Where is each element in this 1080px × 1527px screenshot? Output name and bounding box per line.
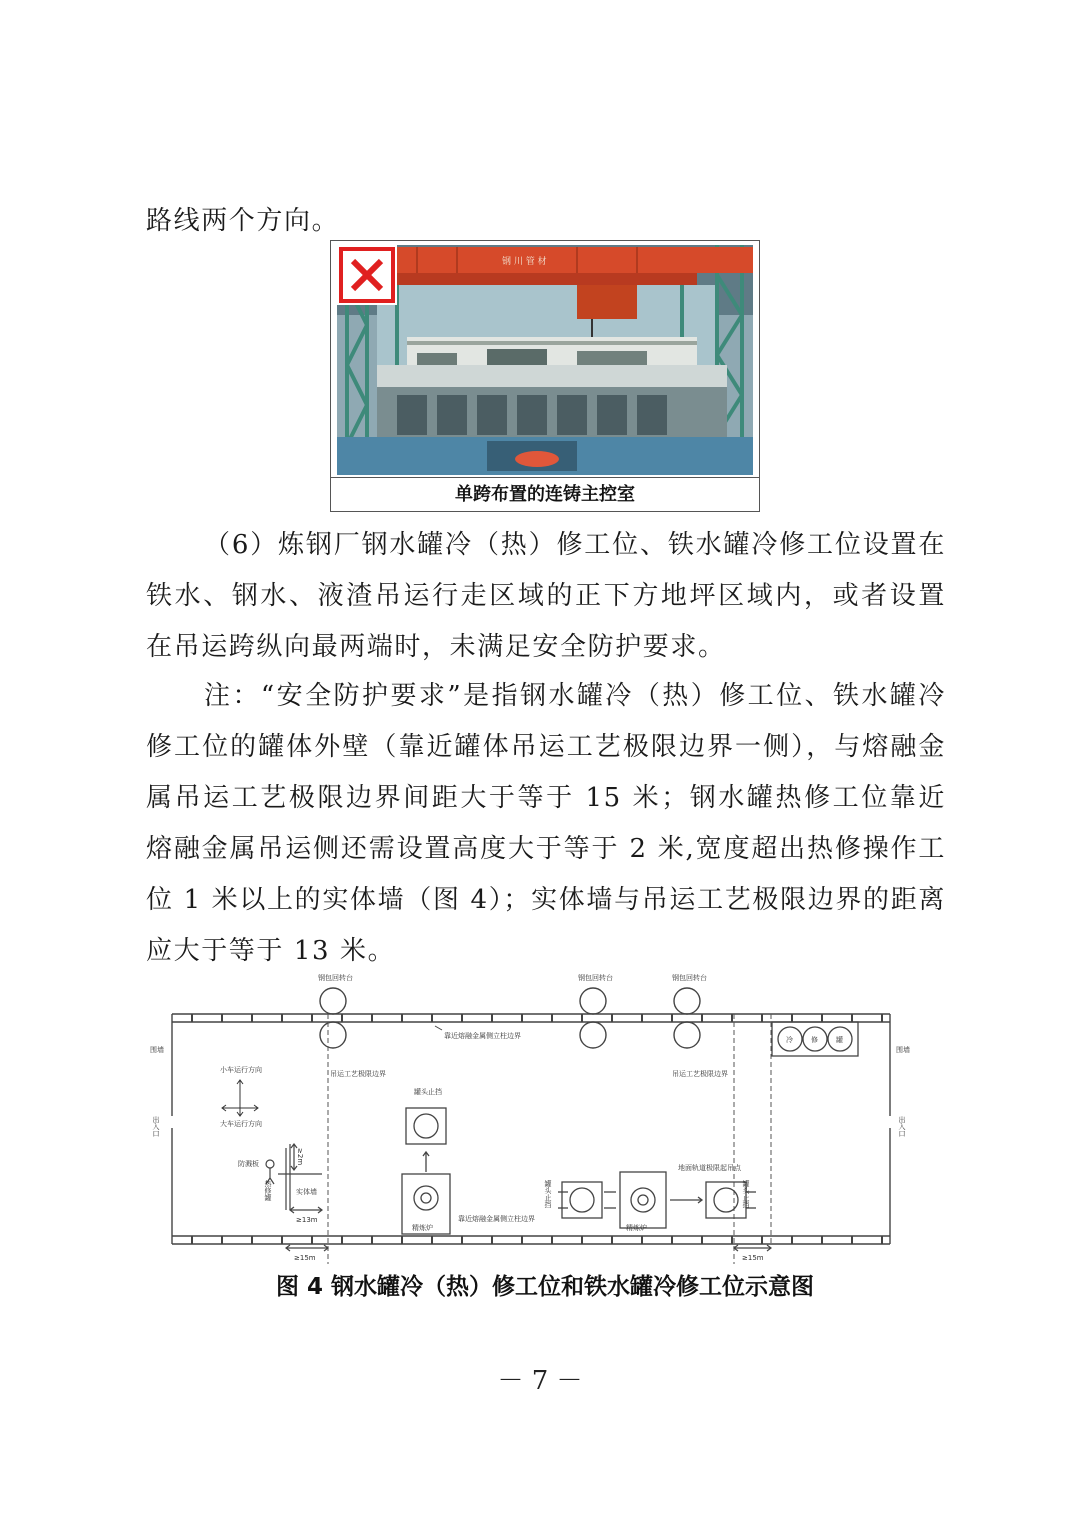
tank-stop-left-label: 罐头止挡 [544,1180,552,1208]
dist-13m-label: ≥13m [296,1216,318,1224]
ladle-turret-label-1: 钢包回转台 [318,974,353,982]
ladle-turret-label-2: 钢包回转台 [578,974,613,982]
height-2m-label: ≥2m [296,1148,304,1166]
page-number: － 7 － [497,1366,583,1396]
direction-arrows-icon [222,1080,258,1116]
dist-15m-left-label: ≥15m [294,1254,316,1262]
photo-figure [330,240,760,512]
paragraph-note: 注：“安全防护要求”是指钢水罐冷（热）修工位、铁水罐冷修工位的罐体外壁（靠近罐体吊运工艺极限边界一侧），与熔融金属吊运工艺极限边界间距大于等于 15 米；钢水罐热修工位靠近熔融金属吊运侧还需设置高度大于等于 2 米,宽度超出热修操作工位 1 米以上的实体墙（图 4）；实体墙与吊运工艺极限边界的距离应大于等于 13 米。 [146,681,946,966]
wall-right-label: 围墙 [896,1046,910,1054]
exit-right-label: 出入口 [898,1116,906,1137]
limit-right-label: 吊运工艺极限边界 [672,1070,728,1078]
paragraph-6: （6）炼钢厂钢水罐冷（热）修工位、铁水罐冷修工位设置在铁水、钢水、液渣吊运行走区域的正下方地坪区域内，或者设置在吊运跨纵向最两端时，未满足安全防护要求。 [146,530,946,662]
cold-repair-label-2: 修 [811,1036,818,1044]
exit-left-label: 出入口 [152,1116,160,1137]
wall-left-label: 围墙 [150,1046,164,1054]
repair-station-diagram [150,968,930,1266]
photo-caption: 单跨布置的连铸主控室 [331,477,759,512]
crane-text: 钢 川 管 材 [502,257,547,267]
trolley-direction-label: 小车运行方向 [220,1066,262,1074]
paragraph-top: 路线两个方向。 [146,206,340,236]
dist-15m-right-label: ≥15m [742,1254,764,1262]
tank-stop-right-label: 罐头止挡 [742,1180,750,1208]
crane-direction-label: 大车运行方向 [220,1120,262,1128]
rail-limit-label: 地面轨道极限起吊点 [678,1164,741,1172]
cold-repair-label-1: 冷 [786,1036,793,1044]
ladle-turret-label-3: 钢包回转台 [672,974,707,982]
hot-repair-tank-label: 热修罐 [264,1180,272,1201]
cold-repair-label-3: 罐 [836,1036,843,1044]
solid-wall-label: 实体墙 [296,1188,317,1196]
column-line-top-label: 靠近熔融金属侧立柱边界 [444,1032,521,1040]
figure-4-caption: 图 4 钢水罐冷（热）修工位和铁水罐冷修工位示意图 [275,1274,815,1300]
shield-label: 防溅板 [238,1160,259,1168]
refining-furnace-label-2: 精炼炉 [626,1224,647,1232]
column-line-bottom-label: 靠近熔融金属侧立柱边界 [458,1215,535,1223]
tank-stop-label: 罐头止挡 [414,1088,442,1096]
refining-furnace-label-1: 精炼炉 [412,1224,433,1232]
control-room-photo [337,245,753,475]
limit-left-label: 吊运工艺极限边界 [330,1070,386,1078]
